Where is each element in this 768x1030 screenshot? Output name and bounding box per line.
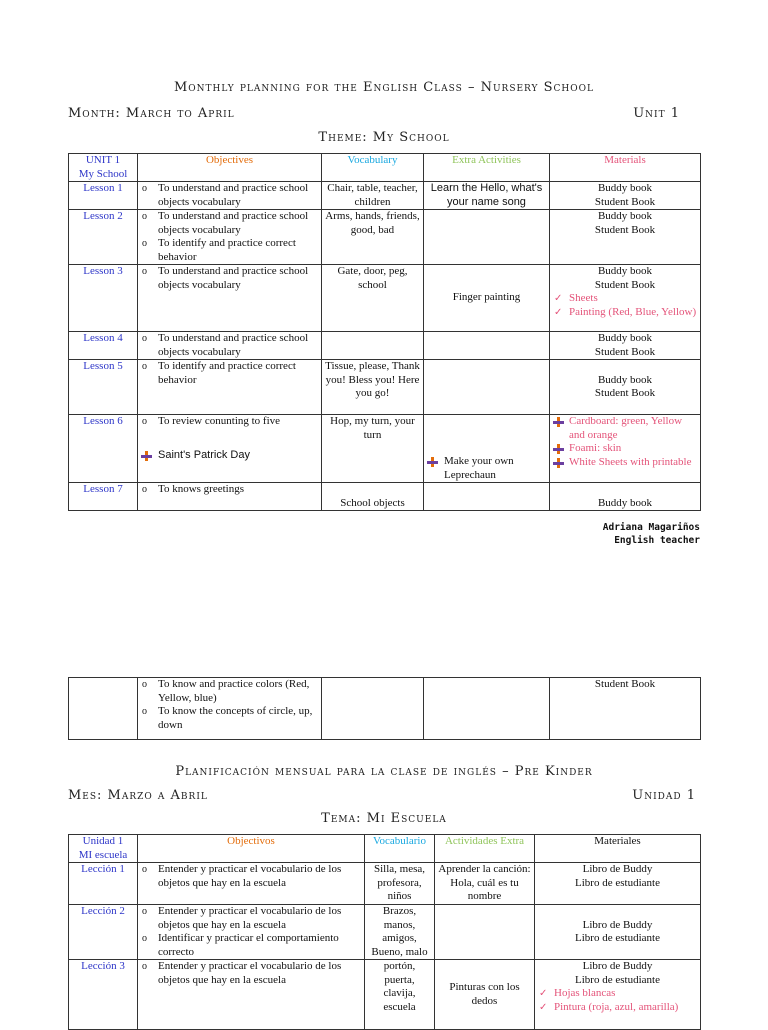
table-row (69, 265, 701, 332)
objective: o To understand and practice school objects vocabulary (141, 265, 318, 292)
lesson-vocabulary (322, 332, 424, 360)
lesson-objectives (138, 415, 322, 483)
lesson-objectives (138, 265, 322, 332)
doc2-month: Mes: Marzo a Abril (68, 788, 208, 803)
lesson-vocabulary: Silla, mesa, profesora, niños (365, 863, 435, 905)
table-row (69, 905, 701, 960)
bullet-arrow-icon (553, 444, 564, 454)
header-objectives: Objectives (138, 154, 322, 182)
bullet-arrow-icon (553, 458, 564, 468)
table-row (69, 360, 701, 415)
check-icon: ✓ (539, 1001, 548, 1013)
bullet-arrow-icon (427, 457, 438, 467)
header-vocabulary: Vocabulary (322, 154, 424, 182)
doc2-title: Planificación mensual para la clase de inglés – Pre Kinder (175, 764, 593, 779)
table-row (69, 332, 701, 360)
table-row (69, 960, 701, 1030)
lesson-objectives (138, 332, 322, 360)
check-icon: ✓ (539, 988, 548, 999)
material-item: ✓ Sheets (554, 292, 598, 304)
material-item: White Sheets with printable (553, 456, 697, 470)
lesson-materials: Buddy book Student Book (550, 210, 701, 265)
lesson-materials: Buddy book Student Book (550, 182, 701, 210)
doc2-planning-table (68, 834, 701, 1030)
bullet-arrow-icon (141, 451, 152, 461)
lesson-vocabulary: Chair, table, teacher, children (322, 182, 424, 210)
header-materials: Materials (550, 154, 701, 182)
doc1-theme: Theme: My School (318, 130, 450, 145)
lesson-objectives (138, 182, 322, 210)
material-item: Cardboard: green, Yellow and orange (553, 415, 697, 442)
lesson-vocabulary: School objects (322, 483, 424, 511)
table-row (69, 415, 701, 483)
material-item: ✓ Hojas blancas (539, 987, 616, 999)
material-item: ✓ Painting (Red, Blue, Yellow) (554, 305, 697, 318)
lesson-extra: Finger painting (424, 265, 550, 332)
lesson-extra (435, 905, 535, 960)
lesson-objectives (138, 960, 365, 1030)
signature-name: Adriana Magariños (602, 522, 700, 533)
objective: o To identify and practice correct behavior (141, 360, 318, 387)
lesson-vocabulary: Tissue, please, Thank you! Bless you! Here you go! (322, 360, 424, 415)
lesson-extra: Make your own Leprechaun (424, 415, 550, 483)
header-vocabulary: Vocabulario (365, 835, 435, 863)
lesson-name: Lesson 6 (69, 415, 138, 483)
header-materials: Materiales (535, 835, 701, 863)
doc1-continuation-table (68, 677, 701, 740)
doc1-month-row (68, 106, 680, 121)
objective: o To knows greetings (141, 483, 318, 497)
doc2-theme: Tema: Mi Escuela (321, 811, 447, 826)
lesson-name: Lesson 7 (69, 483, 138, 511)
lesson-materials (550, 415, 701, 483)
lesson-objectives (138, 210, 322, 265)
lesson-materials: Buddy book Student Book (550, 360, 701, 415)
doc1-planning-table (68, 153, 701, 511)
material-item: ✓ Pintura (roja, azul, amarilla) (539, 1000, 679, 1013)
lesson-vocabulary: Gate, door, peg, school (322, 265, 424, 332)
material-item: Foami: skin (553, 442, 697, 456)
lesson-objectives (138, 360, 322, 415)
check-icon: ✓ (554, 306, 563, 318)
lesson-extra: Learn the Hello, what's your name song (424, 182, 550, 210)
lesson-objectives (138, 678, 322, 740)
lesson-name: Lesson 5 (69, 360, 138, 415)
table-row (69, 210, 701, 265)
header-extra-activities: Extra Activities (424, 154, 550, 182)
signature-role: English teacher (614, 535, 700, 546)
lesson-extra: Aprender la canción: Hola, cuál es tu nombre (435, 863, 535, 905)
lesson-name: Lección 1 (69, 863, 138, 905)
objective: o To review conunting to five (141, 415, 318, 429)
signature (603, 521, 700, 547)
check-icon: ✓ (554, 293, 563, 304)
lesson-materials: Libro de Buddy Libro de estudiante (535, 863, 701, 905)
doc2-month-row (68, 788, 696, 803)
lesson-objectives (138, 483, 322, 511)
doc1-title: Monthly planning for the English Class – Nursery School (173, 80, 595, 95)
lesson-name: Lección 3 (69, 960, 138, 1030)
table-row (69, 863, 701, 905)
lesson-materials: Libro de Buddy Libro de estudiante (535, 905, 701, 960)
objective: o To know the concepts of circle, up, down (141, 705, 318, 732)
lesson-materials: Buddy book Student Book ✓ Sheets ✓ Painting (Red, Blue, Yellow) (550, 265, 701, 332)
lesson-extra (424, 360, 550, 415)
objective: o To know and practice colors (Red, Yellow, blue) (141, 678, 318, 705)
doc1-header-row (69, 154, 701, 182)
lesson-name: Lesson 2 (69, 210, 138, 265)
doc1-unit: Unit 1 (633, 106, 680, 121)
lesson-name: Lesson 4 (69, 332, 138, 360)
lesson-vocabulary: Brazos, manos, amigos, Bueno, malo (365, 905, 435, 960)
header-extra-activities: Actividades Extra (435, 835, 535, 863)
lesson-extra (424, 210, 550, 265)
lesson-name: Lesson 3 (69, 265, 138, 332)
objective: o Identificar y practicar el comportamiento correcto (141, 932, 361, 959)
lesson-extra (424, 483, 550, 511)
objective: o To identify and practice correct behavior (141, 237, 318, 264)
doc2-header-row (69, 835, 701, 863)
lesson-extra (424, 332, 550, 360)
lesson-materials: Student Book (550, 678, 701, 740)
header-unit: Unidad 1 MI escuela (69, 835, 138, 863)
table-row (69, 483, 701, 511)
lesson-objectives (138, 905, 365, 960)
table-row (69, 678, 701, 740)
objective: o Entender y practicar el vocabulario de los objetos que hay en la escuela (141, 905, 361, 932)
lesson-vocabulary: Arms, hands, friends, good, bad (322, 210, 424, 265)
objective: o Entender y practicar el vocabulario de los objetos que hay en la escuela (141, 960, 361, 987)
lesson-vocabulary: Hop, my turn, your turn (322, 415, 424, 483)
table-row (69, 182, 701, 210)
lesson-materials: Buddy book (550, 483, 701, 511)
doc2-unit: Unidad 1 (632, 788, 696, 803)
lesson-materials: Libro de Buddy Libro de estudiante ✓ Hojas blancas ✓ Pintura (roja, azul, amarilla) (535, 960, 701, 1030)
objective: o Entender y practicar el vocabulario de los objetos que hay en la escuela (141, 863, 361, 890)
lesson-name: Lesson 1 (69, 182, 138, 210)
lesson-extra: Pinturas con los dedos (435, 960, 535, 1030)
doc1-month: Month: March to April (68, 106, 235, 121)
objective: o To understand and practice school objects vocabulary (141, 210, 318, 237)
lesson-vocabulary: portón, puerta, clavija, escuela (365, 960, 435, 1030)
lesson-objectives (138, 863, 365, 905)
objective: o To understand and practice school objects vocabulary (141, 332, 318, 359)
lesson-name: Lección 2 (69, 905, 138, 960)
bullet-arrow-icon (553, 417, 564, 427)
header-objectives: Objectivos (138, 835, 365, 863)
header-unit: UNIT 1 My School (69, 154, 138, 182)
objective: o To understand and practice school objects vocabulary (141, 182, 318, 209)
special-event: Saint's Patrick Day (141, 449, 318, 463)
lesson-materials: Buddy book Student Book (550, 332, 701, 360)
